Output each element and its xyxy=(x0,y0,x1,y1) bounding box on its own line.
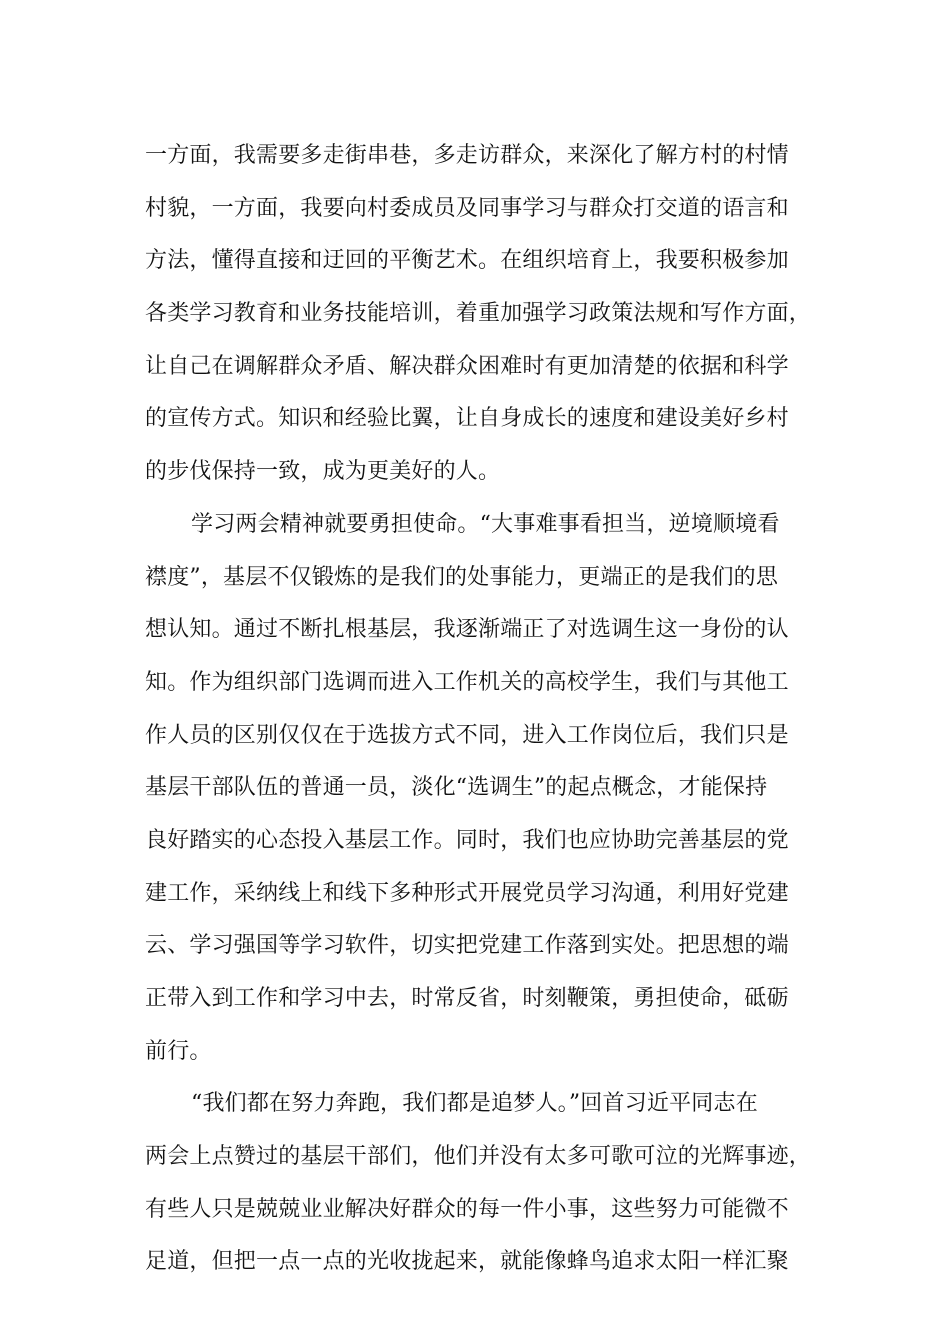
text-line: 作人员的区别仅仅在于选拔方式不同，进入工作岗位后，我们只是 xyxy=(145,722,789,748)
paragraph-first-line: “我们都在努力奔跑，我们都是追梦人。”回首习近平同志在 xyxy=(191,1091,758,1117)
text-line: 襟度”，基层不仅锻炼的是我们的处事能力，更端正的是我们的思 xyxy=(145,564,779,590)
text-line: 知。作为组织部门选调而进入工作机关的高校学生，我们与其他工 xyxy=(145,669,789,695)
text-line: 足道，但把一点一点的光收拢起来，就能像蜂鸟追求太阳一样汇聚 xyxy=(145,1249,789,1275)
text-line: 让自己在调解群众矛盾、解决群众困难时有更加清楚的依据和科学 xyxy=(145,353,789,379)
paragraph-first-line: 学习两会精神就要勇担使命。“大事难事看担当，逆境顺境看 xyxy=(191,511,780,537)
text-line: 方法，懂得直接和迂回的平衡艺术。在组织培育上，我要积极参加 xyxy=(145,248,789,274)
text-line: 想认知。通过不断扎根基层，我逐渐端正了对选调生这一身份的认 xyxy=(145,617,789,643)
text-line: 建工作，采纳线上和线下多种形式开展党员学习沟通，利用好党建 xyxy=(145,880,789,906)
text-line: 前行。 xyxy=(145,1038,212,1064)
body-text xyxy=(145,130,825,1289)
text-line: 两会上点赞过的基层干部们，他们并没有太多可歌可泣的光辉事迹， xyxy=(145,1144,812,1170)
text-line: 有些人只是兢兢业业解决好群众的每一件小事，这些努力可能微不 xyxy=(145,1196,789,1222)
text-line: 良好踏实的心态投入基层工作。同时，我们也应协助完善基层的党 xyxy=(145,827,789,853)
text-line: 各类学习教育和业务技能培训，着重加强学习政策法规和写作方面， xyxy=(145,301,812,327)
text-line: 正带入到工作和学习中去，时常反省，时刻鞭策，勇担使命，砥砺 xyxy=(145,986,789,1011)
text-line: 的步伐保持一致，成为更美好的人。 xyxy=(145,459,501,485)
text-line: 一方面，我需要多走街串巷，多走访群众，来深化了解方村的村情 xyxy=(145,143,789,168)
text-line: 村貌，一方面，我要向村委成员及同事学习与群众打交道的语言和 xyxy=(145,195,789,221)
text-line: 云、学习强国等学习软件，切实把党建工作落到实处。把思想的端 xyxy=(145,933,789,959)
text-line: 基层干部队伍的普通一员，淡化“选调生”的起点概念，才能保持 xyxy=(145,775,768,801)
text-line: 的宣传方式。知识和经验比翼，让自身成长的速度和建设美好乡村 xyxy=(145,406,789,432)
